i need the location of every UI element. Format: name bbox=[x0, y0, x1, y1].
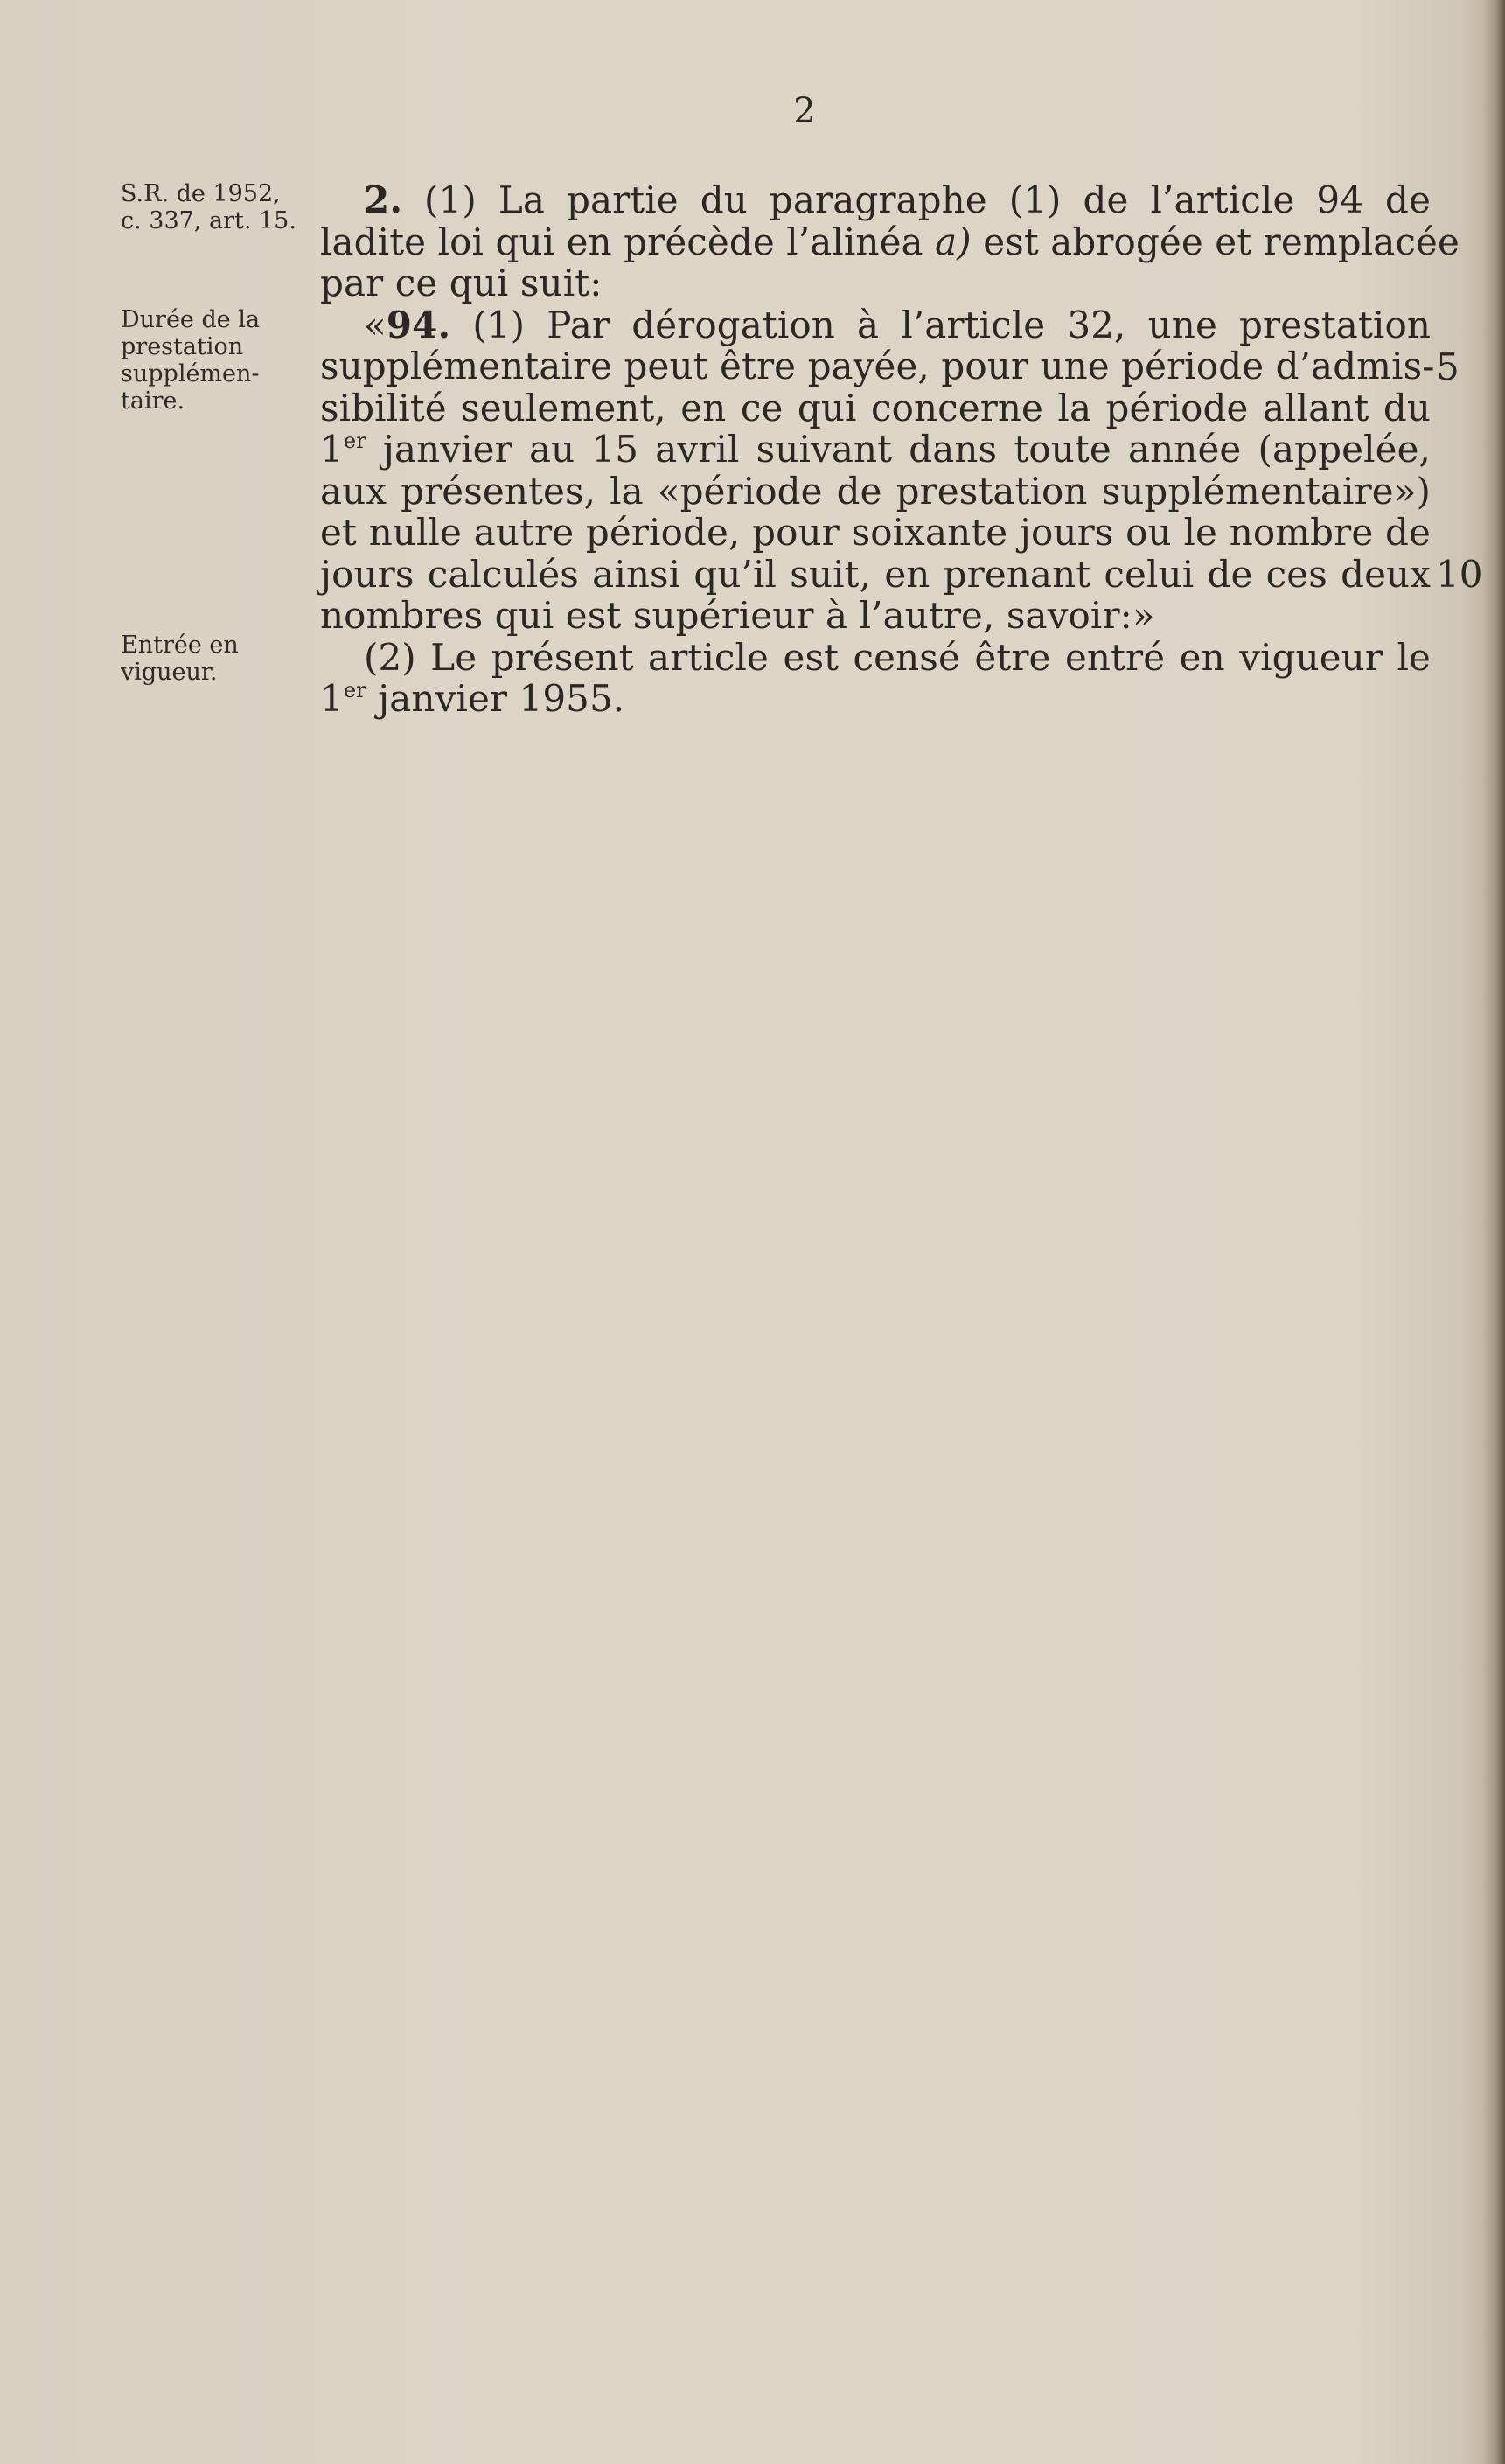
margin-note-duration bbox=[121, 306, 331, 415]
margin-note-line: Entrée en bbox=[121, 632, 239, 659]
body-line: «94. (1) Par dérogation à l’article 32, une prestation bbox=[364, 303, 1431, 346]
margin-note-statute-reference bbox=[121, 180, 331, 234]
body-line: aux présentes, la «période de prestation supplémentaire») bbox=[320, 469, 1431, 513]
body-line: sibilité seulement, en ce qui concerne la période allant du bbox=[320, 386, 1431, 429]
margin-note-line: S.R. de 1952, bbox=[121, 180, 281, 207]
margin-note-line: vigueur. bbox=[121, 659, 218, 686]
body-line: 1er janvier au 15 avril suivant dans toute année (appelée, bbox=[320, 428, 1431, 471]
body-line: supplémentaire peut être payée, pour une période d’admis- bbox=[320, 345, 1435, 387]
line-number-5: 5 bbox=[1436, 346, 1460, 388]
body-line: nombres qui est supérieur à l’autre, savoir:» bbox=[320, 594, 1155, 637]
margin-note-line: c. 337, art. 15. bbox=[121, 207, 296, 234]
margin-note-line: Durée de la bbox=[121, 306, 261, 333]
page-number: 2 bbox=[793, 91, 816, 131]
section-number: 2. bbox=[364, 178, 403, 221]
body-line: par ce qui suit: bbox=[320, 262, 603, 304]
body-line: et nulle autre période, pour soixante jours ou le nombre de bbox=[320, 511, 1431, 554]
article-number: 94. bbox=[386, 303, 451, 346]
body-line: 1er janvier 1955. bbox=[320, 677, 625, 720]
body-line: 2. (1) La partie du paragraphe (1) de l’article 94 de bbox=[364, 178, 1431, 221]
body-line: jours calculés ainsi qu’il suit, en prenant celui de ces deux bbox=[320, 552, 1431, 596]
margin-note-line: taire. bbox=[121, 387, 185, 415]
body-line: ladite loi qui en précède l’alinéa a) est abrogée et remplacée bbox=[320, 220, 1460, 263]
line-number-10: 10 bbox=[1436, 553, 1483, 596]
margin-note-line: prestation bbox=[121, 333, 244, 360]
margin-note-coming-into-force bbox=[121, 632, 331, 686]
body-line: (2) Le présent article est censé être entré en vigueur le bbox=[364, 635, 1431, 679]
margin-note-line: supplémen- bbox=[121, 360, 260, 387]
